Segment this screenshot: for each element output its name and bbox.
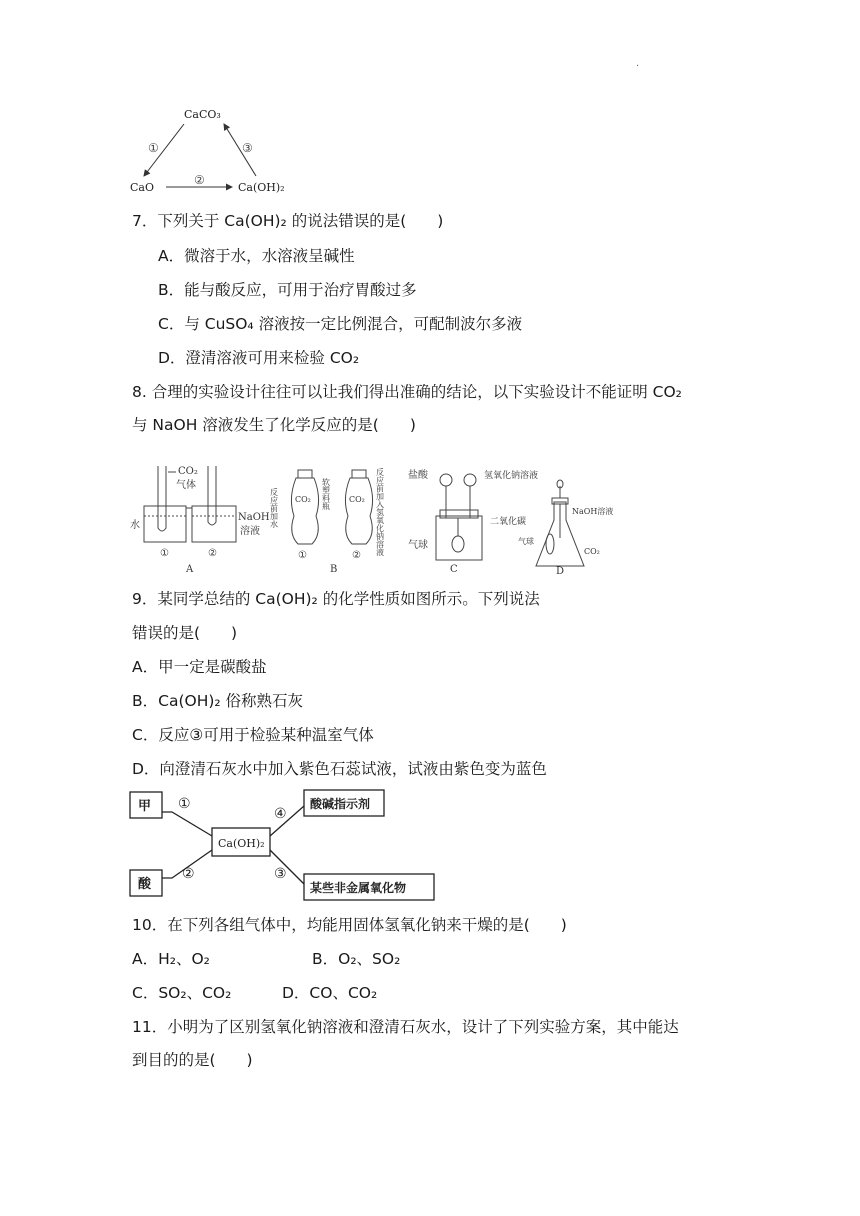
q9-option-b: B．Ca(OH)₂ 俗称熟石灰	[132, 692, 304, 710]
q9-property-diagram	[128, 788, 448, 906]
fig-a-naoh1: NaOH	[238, 512, 270, 523]
q9-option-c: C．反应③可用于检验某种温室气体	[132, 726, 374, 744]
q10-option-a: A．H₂、O₂	[132, 950, 210, 968]
q11-stem-line1: 11．小明为了区别氢氧化钠溶液和澄清石灰水，设计了下列实验方案，其中能达	[132, 1018, 679, 1036]
q7-option-d: D．澄清溶液可用来检验 CO₂	[158, 349, 360, 367]
acid-label: 酸	[138, 877, 152, 892]
cycle-right: Ca(OH)₂	[238, 181, 285, 194]
q7-option-c: C．与 CuSO₄ 溶液按一定比例混合，可配制波尔多液	[158, 315, 523, 333]
q9-stem-line2: 错误的是( )	[132, 624, 238, 642]
fig-b-num2: ②	[352, 550, 361, 561]
fig-c-label: C	[450, 564, 458, 575]
q7-option-b: B．能与酸反应，可用于治疗胃酸过多	[158, 281, 417, 299]
fig-b-bottle: 软塑料瓶	[321, 478, 331, 510]
fig-c-acid: 盐酸	[408, 470, 428, 481]
q10-option-b: B．O₂、SO₂	[312, 950, 401, 968]
fig-b-before: 反应前加水	[269, 488, 279, 528]
fig-b-co2-1: CO₂	[295, 495, 311, 504]
center-label: Ca(OH)₂	[218, 837, 265, 850]
arrow-1-label: ①	[148, 141, 159, 155]
fig-d-co2: CO₂	[584, 547, 600, 556]
fig-c-co2: 二氧化碳	[490, 517, 527, 527]
q10-option-d: D．CO、CO₂	[282, 984, 378, 1002]
nonmetal-oxide-label: 某些非金属氧化物	[310, 881, 407, 895]
q10-option-c: C．SO₂、CO₂	[132, 984, 232, 1002]
fig-b-label: B	[330, 564, 338, 575]
fig-d-naoh: NaOH溶液	[572, 507, 614, 516]
q8-stem-line2: 与 NaOH 溶液发生了化学反应的是( )	[132, 416, 416, 434]
fig-a-label: A	[186, 564, 194, 575]
cycle-diagram	[128, 100, 298, 200]
path-3: ③	[274, 866, 287, 882]
fig-b-num1: ①	[298, 550, 307, 561]
fig-a-num1: ①	[160, 548, 169, 559]
arrow-2-label: ②	[194, 173, 205, 187]
q7-stem: 7．下列关于 Ca(OH)₂ 的说法错误的是( )	[132, 212, 444, 230]
fig-a-water: 水	[130, 520, 140, 531]
path-1: ①	[178, 796, 191, 812]
jia-label: 甲	[138, 799, 152, 814]
path-2: ②	[182, 866, 195, 882]
q9-stem-line1: 9．某同学总结的 Ca(OH)₂ 的化学性质如图所示。下列说法	[132, 590, 540, 608]
q8-apparatus-figure	[128, 458, 628, 578]
fig-c-naoh: 氢氧化钠溶液	[484, 471, 539, 481]
fig-b-co2-2: CO₂	[349, 495, 365, 504]
indicator-label: 酸碱指示剂	[310, 797, 371, 811]
fig-d-label: D	[556, 566, 565, 577]
arrow-3-label: ③	[242, 141, 253, 155]
q9-option-d: D．向澄清石灰水中加入紫色石蕊试液，试液由紫色变为蓝色	[132, 760, 547, 778]
fig-b-before-naoh: 反应前加入氢氧化钠溶液	[375, 468, 385, 556]
q9-option-a: A．甲一定是碳酸盐	[132, 658, 267, 676]
q11-stem-line2: 到目的的是( )	[132, 1051, 253, 1069]
header-mark: .	[636, 58, 640, 69]
fig-a-num2: ②	[208, 548, 217, 559]
path-4: ④	[274, 806, 287, 822]
fig-a-gas: 气体	[176, 480, 196, 491]
fig-c-balloon: 气球	[408, 540, 428, 551]
cycle-left: CaO	[130, 181, 154, 194]
fig-a-naoh2: 溶液	[240, 526, 260, 537]
cycle-top: CaCO₃	[184, 108, 221, 121]
q8-stem-line1: 8. 合理的实验设计往往可以让我们得出准确的结论，以下实验设计不能证明 CO₂	[132, 383, 682, 401]
q10-stem: 10．在下列各组气体中，均能用固体氢氧化钠来干燥的是( )	[132, 916, 567, 934]
fig-d-balloon: 气球	[518, 537, 534, 546]
q7-option-a: A．微溶于水，水溶液呈碱性	[158, 247, 355, 265]
fig-a-co2: CO₂	[178, 466, 198, 477]
